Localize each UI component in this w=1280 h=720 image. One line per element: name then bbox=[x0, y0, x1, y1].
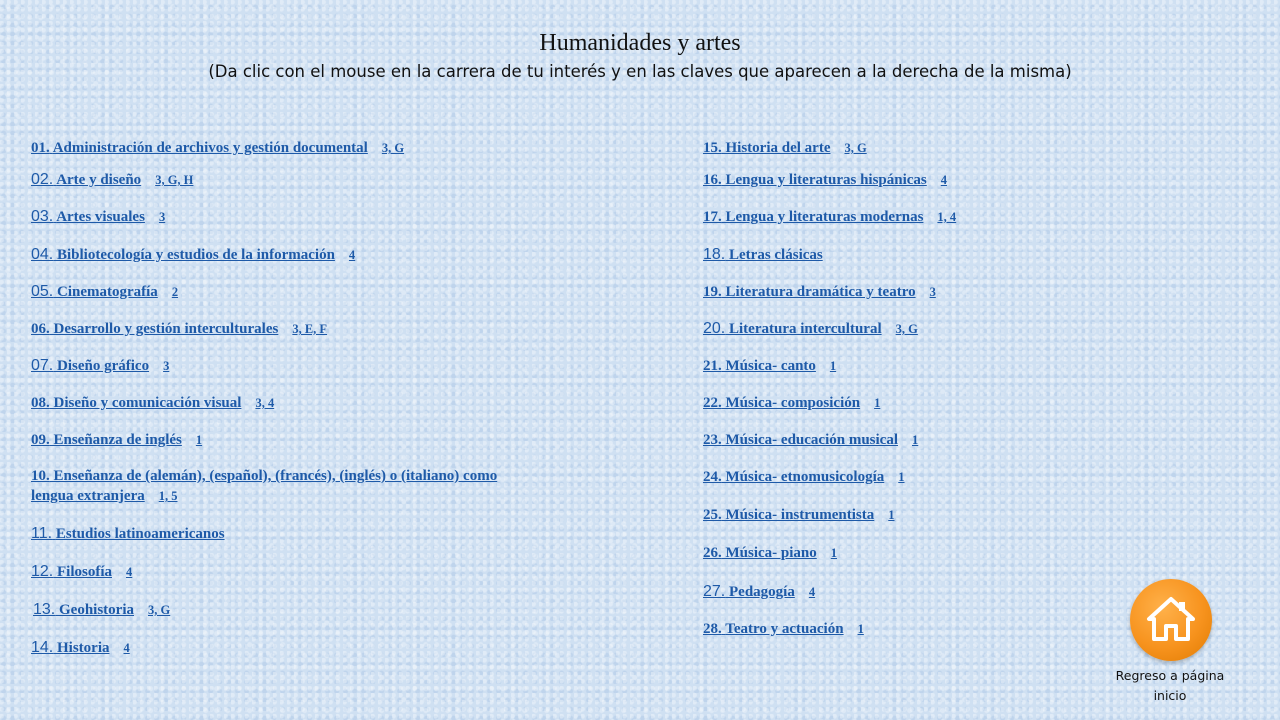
career-item bbox=[31, 282, 178, 302]
career-link[interactable]: 01. Administración de archivos y gestión documental bbox=[31, 140, 368, 156]
career-link[interactable]: 25. Música- instrumentista bbox=[703, 507, 875, 523]
career-item bbox=[31, 393, 274, 413]
career-key-link[interactable]: 3, 4 bbox=[255, 396, 275, 410]
career-item bbox=[703, 505, 895, 525]
career-item bbox=[31, 524, 225, 544]
career-link[interactable]: 14. Historia bbox=[31, 639, 110, 656]
career-link[interactable]: 03. Artes visuales bbox=[31, 208, 145, 225]
career-item bbox=[703, 245, 823, 265]
career-link[interactable]: 24. Música- etnomusicología bbox=[703, 469, 885, 485]
career-item bbox=[31, 356, 169, 376]
career-link[interactable]: 26. Música- piano bbox=[703, 545, 817, 561]
page-title: Humanidades y artes bbox=[539, 30, 741, 56]
career-item bbox=[703, 282, 936, 302]
career-link[interactable]: 16. Lengua y literaturas hispánicas bbox=[703, 172, 927, 188]
career-key-link[interactable]: 4 bbox=[123, 641, 130, 655]
career-link[interactable]: 18. Letras clásicas bbox=[703, 246, 823, 263]
career-key-link[interactable]: 3 bbox=[158, 210, 166, 224]
career-item bbox=[703, 467, 905, 487]
career-link[interactable]: 06. Desarrollo y gestión interculturales bbox=[31, 321, 279, 337]
career-link[interactable]: 27. Pedagogía bbox=[703, 583, 795, 600]
career-link[interactable]: 12. Filosofía bbox=[31, 563, 112, 580]
career-item bbox=[703, 356, 836, 376]
career-key-link[interactable]: 1 bbox=[874, 396, 881, 410]
career-item bbox=[703, 138, 867, 158]
career-key-link[interactable]: 1 bbox=[857, 622, 864, 636]
career-key-link[interactable]: 1, 4 bbox=[937, 210, 957, 224]
career-link[interactable]: 02. Arte y diseño bbox=[31, 171, 142, 188]
career-item bbox=[31, 430, 202, 450]
career-link[interactable]: 09. Enseñanza de inglés bbox=[31, 432, 182, 448]
career-item bbox=[31, 245, 355, 265]
career-key-link[interactable]: 3, G bbox=[381, 141, 405, 155]
career-key-link[interactable]: 3, G bbox=[148, 603, 171, 617]
career-item bbox=[703, 582, 815, 602]
career-item bbox=[703, 619, 864, 639]
career-key-link[interactable]: 3 bbox=[163, 359, 170, 373]
career-key-link[interactable]: 1 bbox=[830, 546, 838, 560]
home-caption: Regreso a página inicio bbox=[1115, 668, 1225, 703]
career-item bbox=[31, 319, 327, 339]
career-link[interactable]: 28. Teatro y actuación bbox=[703, 621, 844, 637]
home-icon bbox=[1145, 593, 1197, 645]
career-key-link[interactable]: 3, G bbox=[895, 322, 918, 336]
career-link[interactable]: 08. Diseño y comunicación visual bbox=[31, 395, 242, 411]
career-link[interactable]: 22. Música- composición bbox=[703, 395, 861, 411]
career-link[interactable]: 07. Diseño gráfico bbox=[31, 357, 150, 374]
career-link[interactable]: 05. Cinematografía bbox=[31, 283, 158, 300]
career-item bbox=[31, 138, 404, 158]
page-subtitle: (Da clic con el mouse en la carrera de tu interés y en las claves que aparecen a la derecha de la misma) bbox=[208, 62, 1072, 81]
career-link[interactable]: 19. Literatura dramática y teatro bbox=[703, 284, 916, 300]
career-key-link[interactable]: 3, E, F bbox=[292, 322, 328, 336]
career-link[interactable]: 11. Estudios latinoamericanos bbox=[31, 525, 225, 542]
career-link[interactable]: 10. Enseñanza de (alemán), (español), (francés), (inglés) o (italiano) como lengua extranjera bbox=[31, 468, 498, 504]
career-key-link[interactable]: 3, G bbox=[844, 141, 867, 155]
career-link[interactable]: 15. Historia del arte bbox=[703, 140, 831, 156]
career-item bbox=[703, 543, 837, 563]
career-key-link[interactable]: 4 bbox=[940, 173, 948, 187]
career-item bbox=[31, 562, 132, 582]
career-item bbox=[33, 600, 170, 620]
career-item bbox=[703, 430, 918, 450]
career-item bbox=[31, 207, 165, 227]
career-link[interactable]: 23. Música- educación musical bbox=[703, 432, 898, 448]
career-link[interactable]: 17. Lengua y literaturas modernas bbox=[703, 209, 924, 225]
career-item bbox=[31, 466, 631, 506]
career-item bbox=[703, 170, 947, 190]
career-key-link[interactable]: 3 bbox=[929, 285, 936, 299]
career-key-link[interactable]: 1, 5 bbox=[158, 489, 178, 503]
career-key-link[interactable]: 4 bbox=[126, 565, 133, 579]
career-link[interactable]: 21. Música- canto bbox=[703, 358, 816, 374]
career-key-link[interactable]: 2 bbox=[171, 285, 179, 299]
career-key-link[interactable]: 1 bbox=[195, 433, 203, 447]
career-item bbox=[703, 319, 918, 339]
career-link[interactable]: 04. Bibliotecología y estudios de la información bbox=[31, 246, 335, 263]
career-item bbox=[31, 170, 193, 190]
career-item bbox=[31, 638, 130, 658]
career-link[interactable]: 20. Literatura intercultural bbox=[703, 320, 882, 337]
career-key-link[interactable]: 1 bbox=[829, 359, 837, 373]
career-link[interactable]: 13. Geohistoria bbox=[33, 601, 134, 618]
career-key-link[interactable]: 1 bbox=[888, 508, 895, 522]
career-item bbox=[703, 393, 880, 413]
home-button[interactable] bbox=[1130, 579, 1212, 661]
career-key-link[interactable]: 4 bbox=[348, 248, 356, 262]
career-key-link[interactable]: 1 bbox=[898, 470, 905, 484]
career-item bbox=[703, 207, 956, 227]
career-key-link[interactable]: 1 bbox=[912, 433, 919, 447]
career-key-link[interactable]: 3, G, H bbox=[155, 173, 194, 187]
career-key-link[interactable]: 4 bbox=[808, 585, 816, 599]
